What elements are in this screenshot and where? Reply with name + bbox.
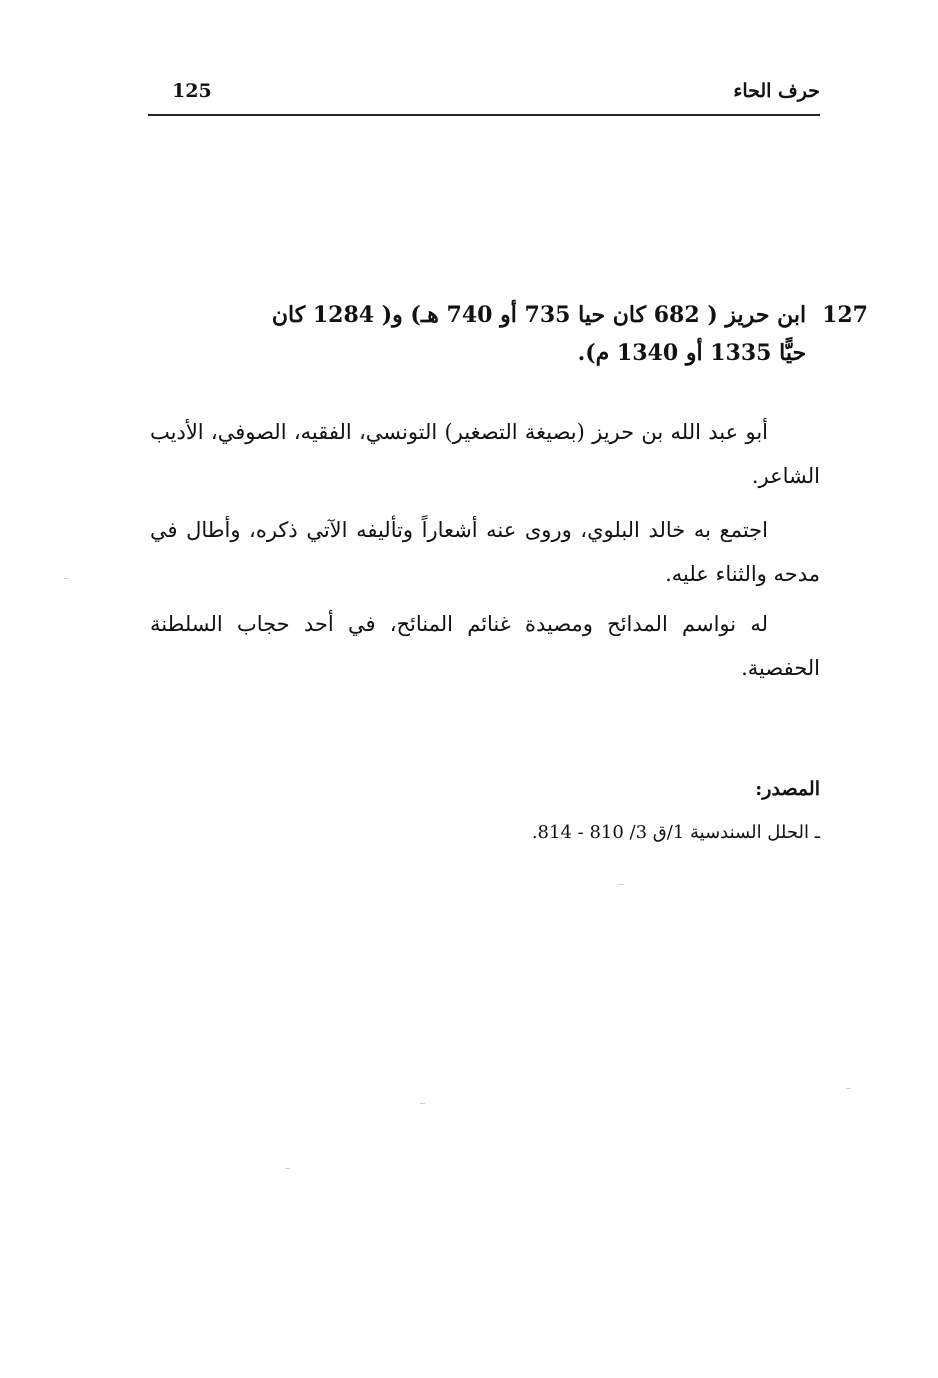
scan-speck <box>618 884 624 885</box>
paragraph-block-2 <box>150 508 820 596</box>
paragraph-block-1 <box>150 410 820 498</box>
paragraph: اجتمع به خالد البلوي، وروى عنه أشعاراً وتأليفه الآتي ذكره، وأطال في مدحه والثناء عليه. <box>150 518 820 586</box>
source-item: ـ الحلل السندسية 1/ق 3/ 810 - 814. <box>531 822 820 843</box>
source-label: المصدر: <box>755 778 820 800</box>
entry-heading <box>150 296 868 372</box>
scan-speck <box>846 1088 851 1089</box>
paragraph: له نواسم المدائح ومصيدة غنائم المنائح، في أحد حجاب السلطنة الحفصية. <box>150 612 820 680</box>
scan-speck <box>285 1168 290 1169</box>
entry-title: ابن حريز ( 682 كان حيا 735 أو 740 هـ) و( 1284 كان حيًّا 1335 أو 1340 م). <box>271 302 807 366</box>
paragraph: أبو عبد الله بن حريز (بصيغة التصغير) التونسي، الفقيه، الصوفي، الأديب الشاعر. <box>150 420 820 488</box>
entry-number: 127 <box>822 302 868 328</box>
paragraph-block-3 <box>150 602 820 690</box>
scan-speck <box>64 578 68 579</box>
page-number: 125 <box>172 80 212 102</box>
page-header <box>148 72 820 112</box>
running-title: حرف الحاء <box>733 80 820 102</box>
header-divider <box>148 114 820 116</box>
scan-speck <box>420 1103 425 1104</box>
